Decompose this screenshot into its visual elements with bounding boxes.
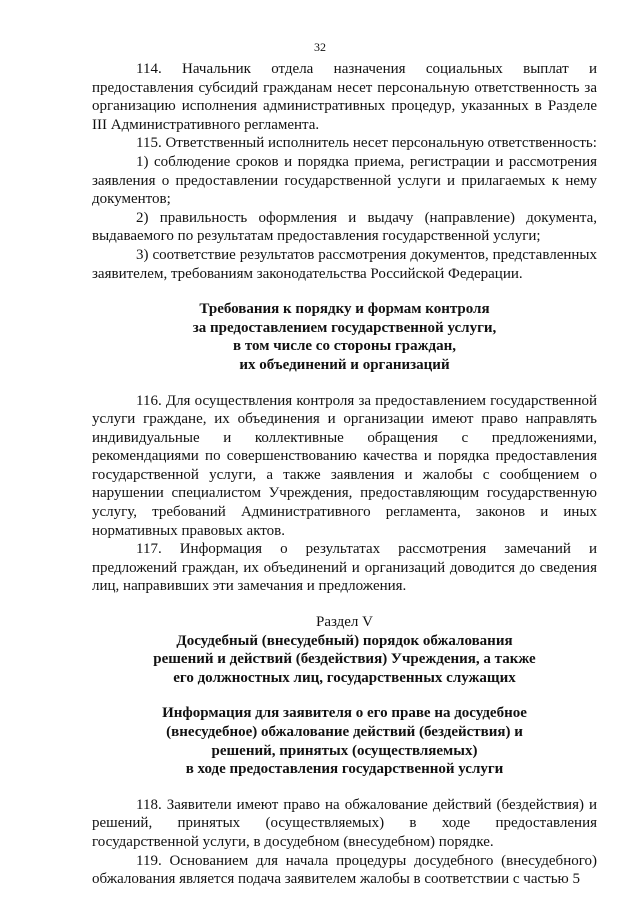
paragraph-115-item-2: 2) правильность оформления и выдачу (направление) документа, выдаваемого по результатам предоставления государственной услуги;: [92, 209, 597, 245]
paragraph-115-item-3: 3) соответствие результатов рассмотрения документов, представленных заявителем, требованиям законодательства Российской Федерации.: [92, 246, 597, 282]
section-title: Раздел V: [315, 614, 373, 631]
paragraph-115-item-1: 1) соблюдение сроков и порядка приема, регистрации и рассмотрения заявления о предоставлении государственной услуги и прилагаемых к нему документов;: [92, 153, 597, 208]
heading-line: за предоставлением государственной услуги,: [192, 319, 497, 336]
document-body: [92, 60, 597, 889]
heading-line: Требования к порядку и формам контроля: [199, 301, 490, 318]
paragraph-114: 114. Начальник отдела назначения социальных выплат и предоставления субсидий гражданам несет персональную ответственность за организацию исполнения административных процедур, указанных в Разделе III Административного регламента.: [92, 61, 597, 133]
info-heading: [92, 704, 597, 778]
heading-line: его должностных лиц, государственных служащих: [173, 669, 516, 686]
page-number: 32: [314, 40, 326, 54]
heading-line: (внесудебное) обжалование действий (бездействия) и: [166, 724, 523, 740]
heading-line: их объединений и организаций: [239, 356, 450, 373]
paragraph-115: 115. Ответственный исполнитель несет персональную ответственность:: [136, 135, 597, 152]
paragraph-116: 116. Для осуществления контроля за предоставлением государственной услуги граждане, их объединения и организации имеют право направлять индивидуальные и коллективные обращения с предложениями, рекомендациями по совершенствованию качества и порядка предоставления государственной услуги, а также заявления и жалобы с сообщением о нарушении специалистом Учреждения, предоставляющим государственную услугу, требований Административного регламента, законов и иных нормативных правовых актов.: [92, 392, 597, 539]
heading-line: решений, принятых (осуществляемых): [211, 742, 478, 759]
heading-line: в ходе предоставления государственной услуги: [185, 761, 504, 778]
paragraph-118: 118. Заявители имеют право на обжалование действий (бездействия) и решений, принятых (осуществляемых) в ходе предоставления государственной услуги, в досудебном (внесудебном) порядке.: [92, 796, 597, 850]
section-heading: [92, 632, 597, 688]
paragraph-119: 119. Основанием для начала процедуры досудебного (внесудебного) обжалования является подача заявителем жалобы в соответствии с частью 5: [92, 852, 597, 888]
heading-line: Информация для заявителя о его праве на досудебное: [162, 705, 527, 722]
heading-line: решений и действий (бездействия) Учреждения, а также: [153, 651, 536, 668]
paragraph-117: 117. Информация о результатах рассмотрения замечаний и предложений граждан, их объединений и организаций доводится до сведения лиц, направивших эти замечания и предложения.: [92, 541, 597, 595]
heading-control-requirements: [92, 300, 597, 374]
heading-line: Досудебный (внесудебный) порядок обжалования: [176, 632, 513, 649]
heading-line: в том числе со стороны граждан,: [233, 338, 456, 355]
